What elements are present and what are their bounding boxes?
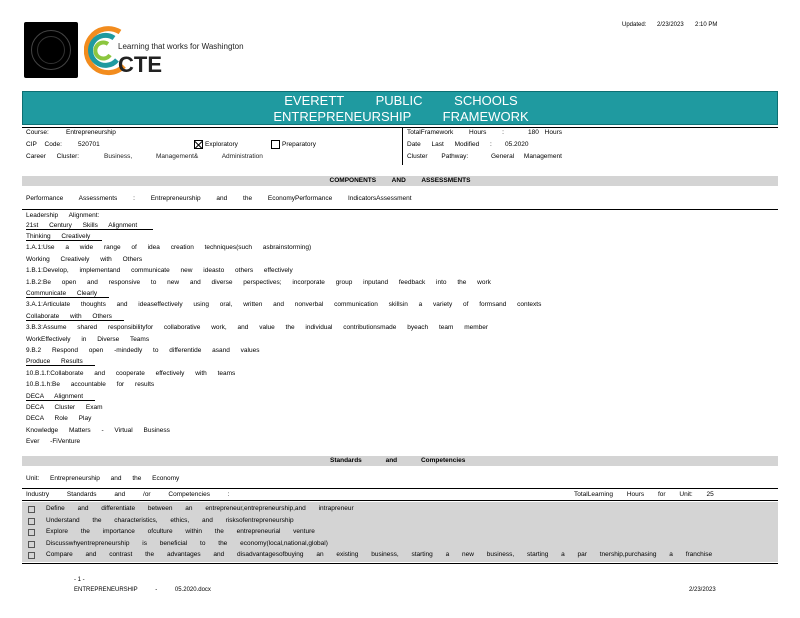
total-hours-label: TotalFramework Hours : (407, 129, 504, 136)
leadership-line: 1.B.2:Be open and responsive to new and diverse perspectives; incorporate group inputand feedback into the work (26, 278, 491, 286)
updated-label: Updated: (622, 22, 647, 28)
competency-item: Compare and contrast the advantages and disadvantagesofbuying an existing business, starting a new business, starting a par tnership,purchasing a franchise (46, 551, 713, 559)
leadership-alignment: Leadership Alignment: (26, 212, 100, 219)
unit-value: Entrepreneurship and the Economy (50, 475, 180, 482)
unit-total-hours: TotalLearning Hours for Unit: 25 (574, 491, 714, 498)
total-hours-value: 180 Hours (528, 129, 562, 136)
leadership-line: 3.B.3:Assume shared responsibilityfor collaborative work, and value the individual contributionsmade byeach team member (26, 324, 489, 332)
leadership-line: 1.A.1:Use a wide range of idea creation techniques(such asbrainstorming) (26, 244, 312, 252)
bullet-icon (28, 529, 35, 536)
updated-time: 2:10 PM (695, 22, 718, 28)
leadership-line: DECA Alignment (26, 393, 95, 401)
bullet-icon (28, 541, 35, 548)
district-seal-logo (24, 22, 78, 78)
bullet-icon (28, 506, 35, 513)
cluster-pathway-value: General Management (491, 153, 562, 160)
bullet-icon (28, 518, 35, 525)
unit-label: Unit: (26, 475, 40, 482)
century-skills-heading: 21st Century Skills Alignment (26, 222, 153, 230)
leadership-line: 10.B.1.f:Collaborate and cooperate effectively with teams (26, 369, 236, 377)
title-banner (22, 91, 778, 125)
leadership-line: 9.B.2 Respond open -mindedly to differentide asand values (26, 347, 260, 354)
updated-date: 2/23/2023 (657, 22, 684, 28)
last-modified-value: 05.2020 (505, 141, 529, 148)
course-value: Entrepreneurship (66, 129, 116, 136)
leadership-line: Ever -FiVenture (26, 438, 81, 446)
bullet-icon (28, 552, 35, 559)
leadership-line: 3.A.1:Articulate thoughts and ideaseffectively using oral, written and nonverbal communication skillsin a variety of formsand contexts (26, 301, 542, 309)
industry-header: Industry Standards and /or Competencies : (26, 491, 230, 498)
standards-title: Standards and Competencies (330, 457, 466, 464)
leadership-line: Collaborate with Others (26, 313, 124, 321)
competency-item: Define and differentiate between an entrepreneur,entrepreneurship,and intrapreneur (46, 505, 354, 512)
cte-tagline: Learning that works for Washington (118, 42, 244, 51)
cip-value: 520701 (78, 141, 100, 148)
course-label: Course: (26, 129, 49, 136)
leadership-line: 1.B.1:Develop, implementand communicate new ideasto others effectively (26, 267, 293, 275)
preparatory-label: Preparatory (282, 141, 316, 148)
footer-file-name: ENTREPRENEURSHIP - 05.2020.docx (74, 587, 211, 593)
exploratory-checkbox[interactable] (194, 140, 203, 149)
banner-district: EVERETT PUBLIC SCHOOLS (284, 93, 518, 108)
leadership-line: DECA Cluster Exam (26, 404, 103, 411)
leadership-line: DECA Role Play (26, 415, 92, 423)
leadership-line: Knowledge Matters - Virtual Business (26, 426, 170, 434)
components-title: COMPONENTS AND ASSESSMENTS (329, 177, 471, 184)
leadership-line: 10.B.1.h:Be accountable for results (26, 381, 155, 389)
preparatory-checkbox[interactable] (271, 140, 280, 149)
performance-header: Performance Assessments : Entrepreneurship and the EconomyPerformance IndicatorsAssessment (26, 195, 412, 202)
exploratory-label: Exploratory (205, 141, 238, 148)
banner-framework: ENTREPRENEURSHIP FRAMEWORK (273, 109, 529, 124)
last-modified-label: Date Last Modified : (407, 141, 492, 148)
competency-item: Discusswhyentrepreneurship is beneficial to the economy(local,national,global) (46, 539, 328, 547)
cte-wordmark: CTE (118, 52, 162, 77)
leadership-line: Working Creatively with Others (26, 255, 143, 263)
footer-page-number: - 1 - (74, 577, 85, 583)
leadership-line: Produce Results (26, 358, 95, 366)
leadership-line: Communicate Clearly (26, 290, 109, 298)
cip-label: CIP Code: (26, 141, 62, 148)
competency-item: Explore the importance ofculture within the entrepreneurial venture (46, 528, 315, 536)
career-cluster-value: Business, Management& Administration (104, 153, 263, 160)
competency-item: Understand the characteristics, ethics, and risksofentrepreneurship (46, 516, 294, 524)
leadership-line: Thinking Creatively (26, 233, 102, 241)
footer-date: 2/23/2023 (689, 587, 716, 593)
competency-list (22, 502, 778, 562)
cluster-pathway-label: Cluster Pathway: (407, 153, 469, 160)
career-cluster-label: Career Cluster: (26, 153, 80, 160)
leadership-line: WorkEffectively in Diverse Teams (26, 335, 150, 343)
